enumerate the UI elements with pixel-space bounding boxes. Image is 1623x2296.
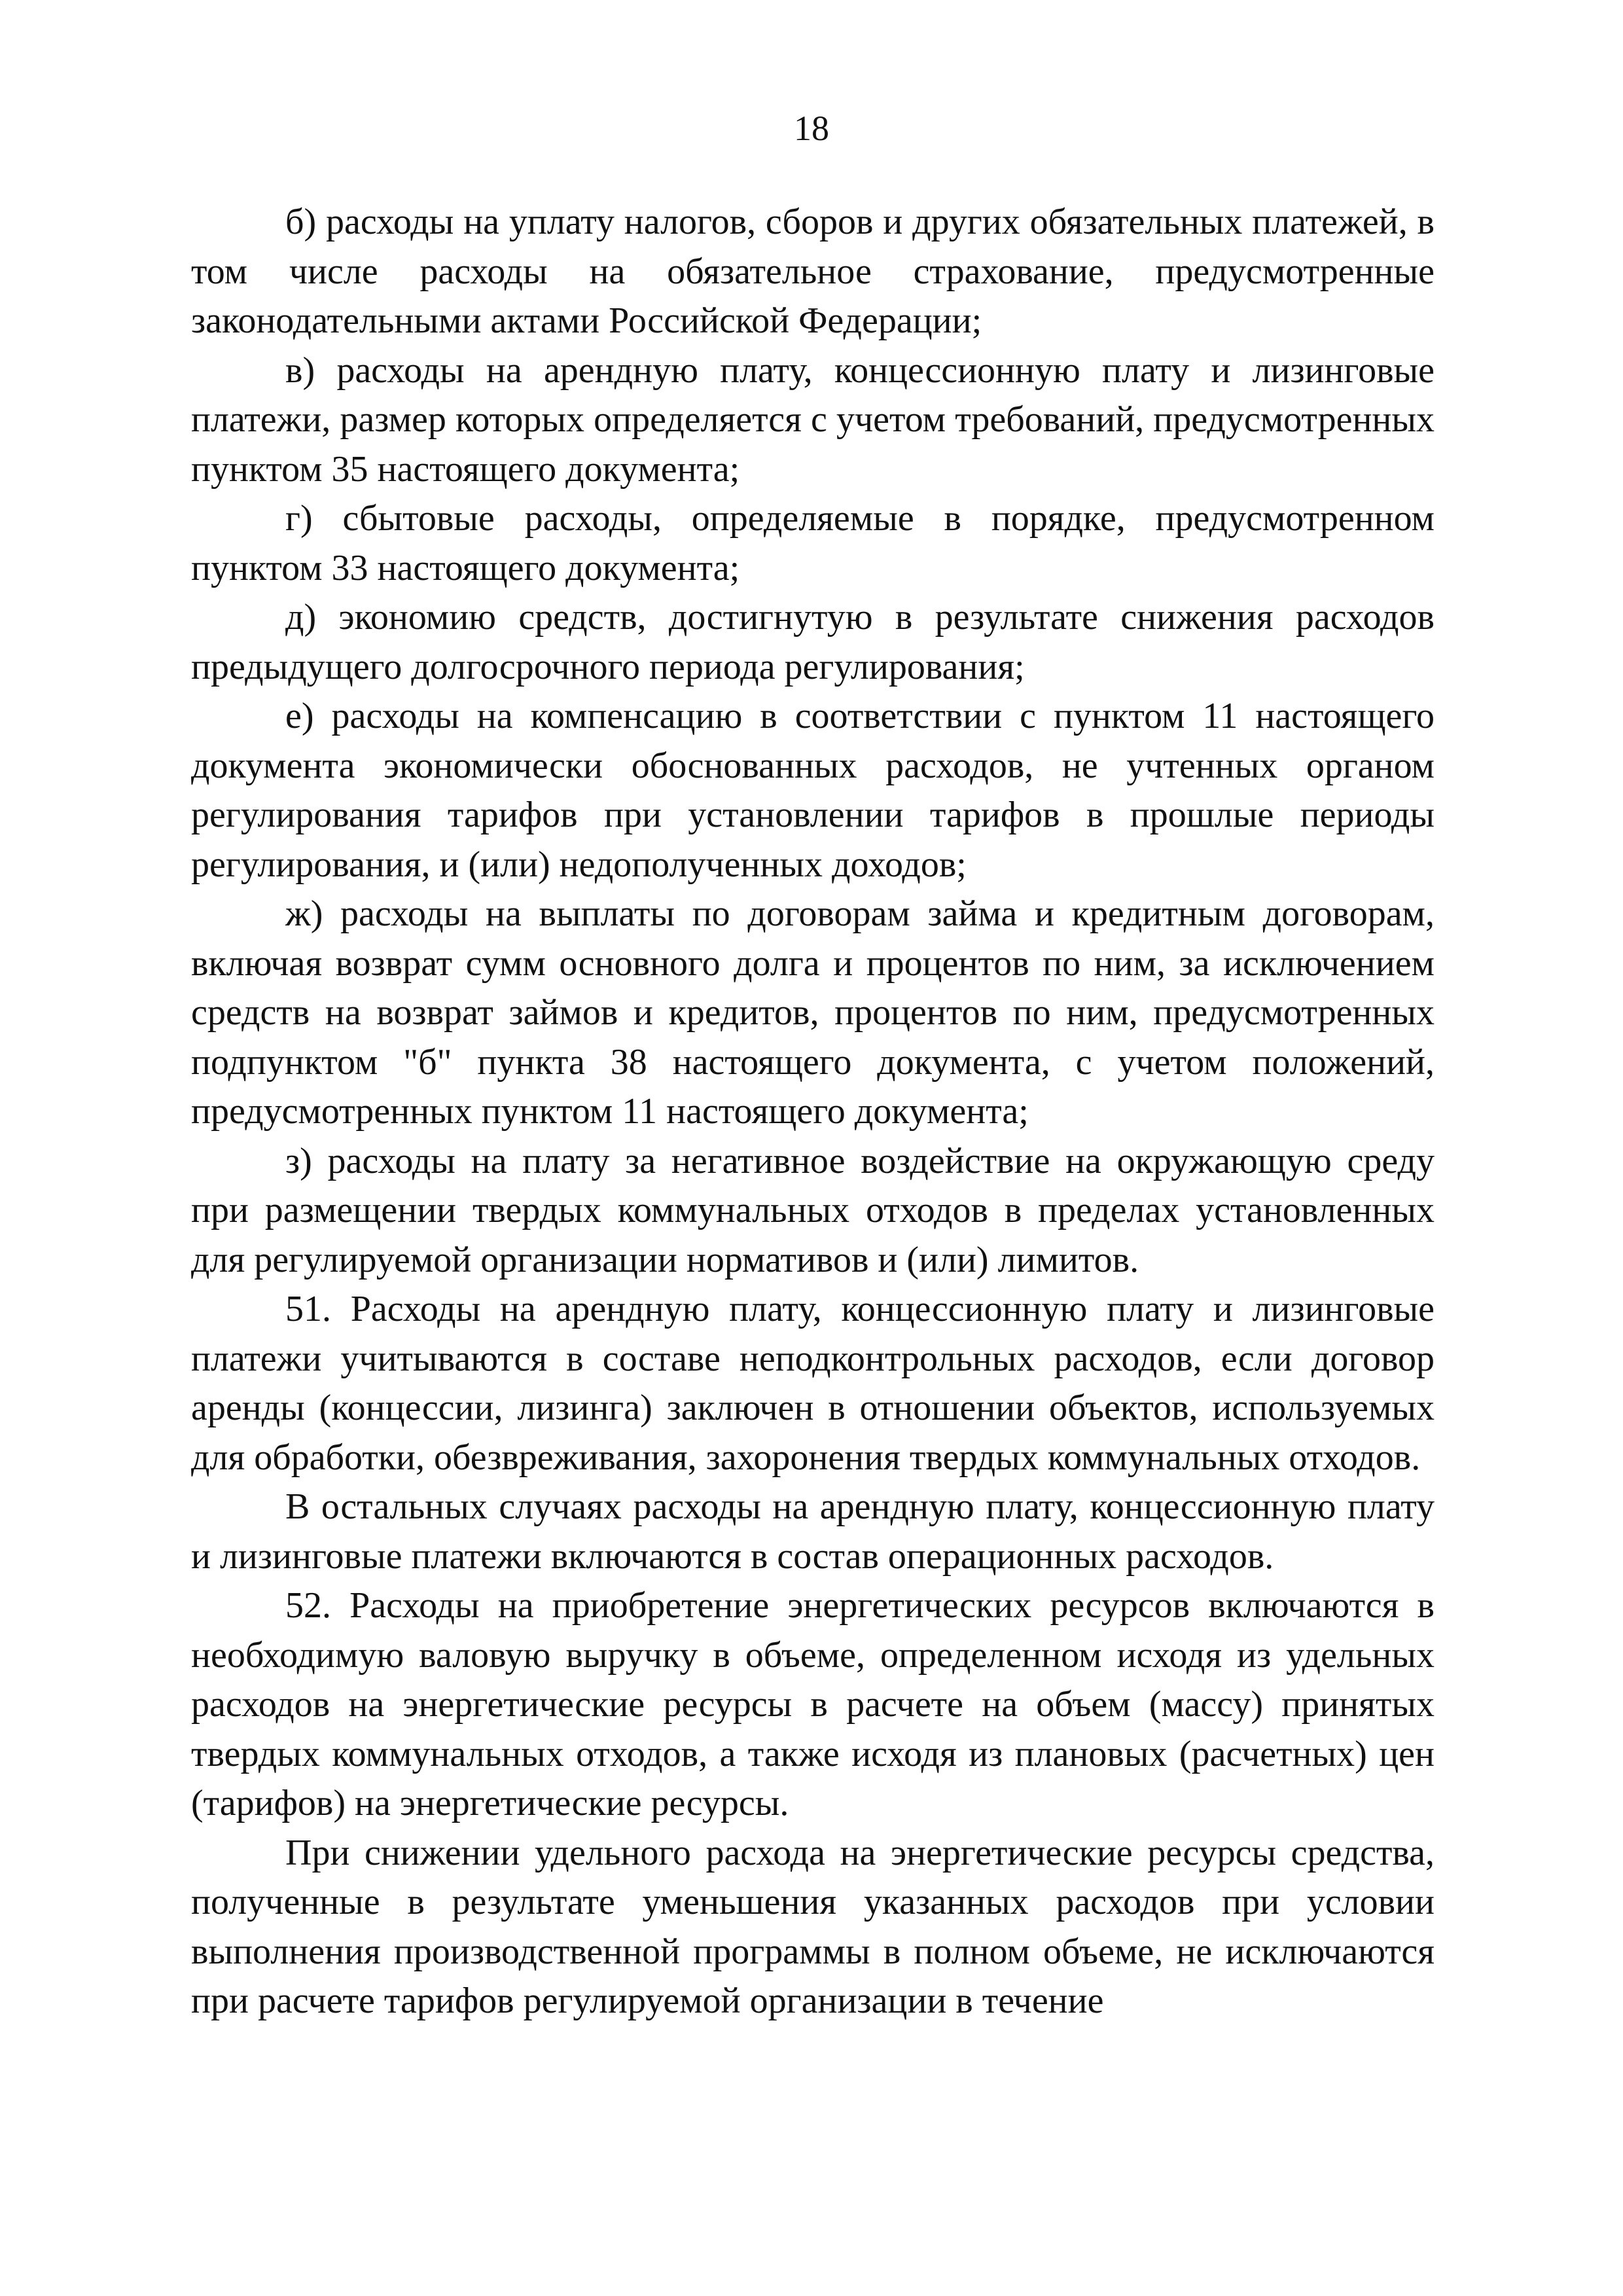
paragraph-51-other: В остальных случаях расходы на арендную плату, концессионную плату и лизинговые платежи включаются в состав операционных расходов.: [191, 1486, 1435, 1577]
paragraph-zh-loans: ж) расходы на выплаты по договорам займа и кредитным договорам, включая возврат сумм основного долга и процентов по ним, за исключением средств на возврат займов и кредитов, процентов по ним, предусмотренных подпунктом "б" пункта 38 настоящего документа, с учетом положений, предусмотренных пунктом 11 настоящего документа;: [191, 893, 1435, 1132]
paragraph-g-sales: г) сбытовые расходы, определяемые в порядке, предусмотренном пунктом 33 настоящего документа;: [191, 498, 1435, 588]
document-body: [191, 198, 1435, 2026]
paragraph-z-environment: з) расходы на плату за негативное воздействие на окружающую среду при размещении твердых коммунальных отходов в пределах установленных для регулируемой организации нормативов и (или) лимитов.: [191, 1140, 1435, 1280]
paragraph-d-savings: д) экономию средств, достигнутую в результате снижения расходов предыдущего долгосрочного периода регулирования;: [191, 597, 1435, 687]
paragraph-e-compensation: е) расходы на компенсацию в соответствии с пунктом 11 настоящего документа экономически обоснованных расходов, не учтенных органом регулирования тарифов при установлении тарифов в прошлые периоды регулирования, и (или) недополученных доходов;: [191, 696, 1435, 885]
paragraph-51: 51. Расходы на арендную плату, концессионную плату и лизинговые платежи учитываются в составе неподконтрольных расходов, если договор аренды (концессии, лизинга) заключен в отношении объектов, используемых для обработки, обезвреживания, захоронения твердых коммунальных отходов.: [191, 1289, 1435, 1478]
paragraph-52-reduction: При снижении удельного расхода на энергетические ресурсы средства, полученные в результате уменьшения указанных расходов при условии выполнения производственной программы в полном объеме, не исключаются при расчете тарифов регулируемой организации в течение: [191, 1832, 1435, 2021]
paragraph-b-taxes: б) расходы на уплату налогов, сборов и других обязательных платежей, в том числе расходы на обязательное страхование, предусмотренные законодательными актами Российской Федерации;: [191, 202, 1435, 341]
paragraph-52: 52. Расходы на приобретение энергетических ресурсов включаются в необходимую валовую выручку в объеме, определенном исходя из удельных расходов на энергетические ресурсы в расчете на объем (массу) принятых твердых коммунальных отходов, а также исходя из плановых (расчетных) цен (тарифов) на энергетические ресурсы.: [191, 1585, 1435, 1823]
paragraph-v-rent: в) расходы на арендную плату, концессионную плату и лизинговые платежи, размер которых определяется с учетом требований, предусмотренных пунктом 35 настоящего документа;: [191, 350, 1435, 490]
page-number: 18: [794, 109, 829, 148]
